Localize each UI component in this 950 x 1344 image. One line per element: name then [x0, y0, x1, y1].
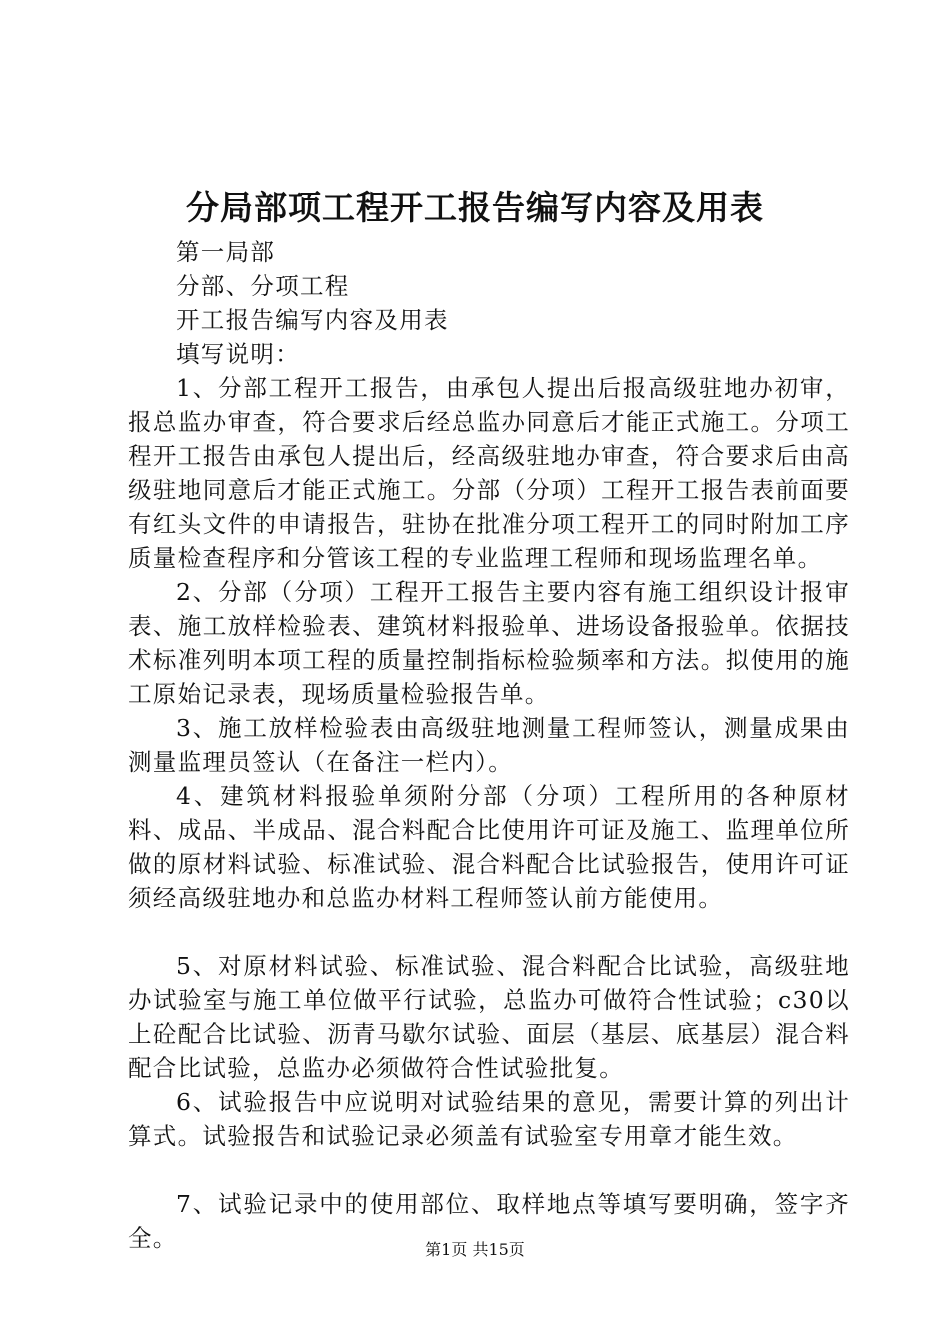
paragraph-1: 1、分部工程开工报告，由承包人提出后报高级驻地办初审，报总监办审查，符合要求后经总监办同意后才能正式施工。分项工程开工报告由承包人提出后，经高级驻地办审查，符合要求后由高级驻地同意后才能正式施工。分部（分项）工程开工报告表前面要有红头文件的申请报告，驻协在批准分项工程开工的同时附加工序质量检查程序和分管该工程的专业监理工程师和现场监理名单。 — [128, 374, 850, 572]
paragraph-2: 2、分部（分项）工程开工报告主要内容有施工组织设计报审表、施工放样检验表、建筑材料报验单、进场设备报验单。依据技术标准列明本项工程的质量控制指标检验频率和方法。拟使用的施工原始记录表，现场质量检验报告单。 — [128, 578, 850, 708]
document-title: 分局部项工程开工报告编写内容及用表 — [186, 188, 764, 227]
paragraph-3: 3、施工放样检验表由高级驻地测量工程师签认，测量成果由测量监理员签认（在备注一栏内）。 — [128, 714, 850, 776]
subheading-report: 开工报告编写内容及用表 — [176, 306, 449, 334]
paragraph-7: 7、试验记录中的使用部位、取样地点等填写要明确，签字齐全。 — [128, 1190, 850, 1252]
document-body — [128, 235, 850, 1255]
page-number: 第1页 共15页 — [425, 1240, 525, 1259]
subheading-part: 第一局部 — [176, 238, 276, 266]
subheading-division: 分部、分项工程 — [176, 272, 350, 300]
paragraph-5: 5、对原材料试验、标准试验、混合料配合比试验，高级驻地办试验室与施工单位做平行试验，总监办可做符合性试验；c30以上砼配合比试验、沥青马歇尔试验、面层（基层、底基层）混合料配合比试验，总监办必须做符合性试验批复。 — [128, 952, 850, 1082]
subheading-instructions: 填写说明： — [176, 340, 300, 368]
paragraph-4: 4、建筑材料报验单须附分部（分项）工程所用的各种原材料、成品、半成品、混合料配合比使用许可证及施工、监理单位所做的原材料试验、标准试验、混合料配合比试验报告，使用许可证须经高级驻地办和总监办材料工程师签认前方能使用。 — [128, 782, 850, 912]
paragraph-6: 6、试验报告中应说明对试验结果的意见，需要计算的列出计算式。试验报告和试验记录必须盖有试验室专用章才能生效。 — [128, 1088, 850, 1150]
